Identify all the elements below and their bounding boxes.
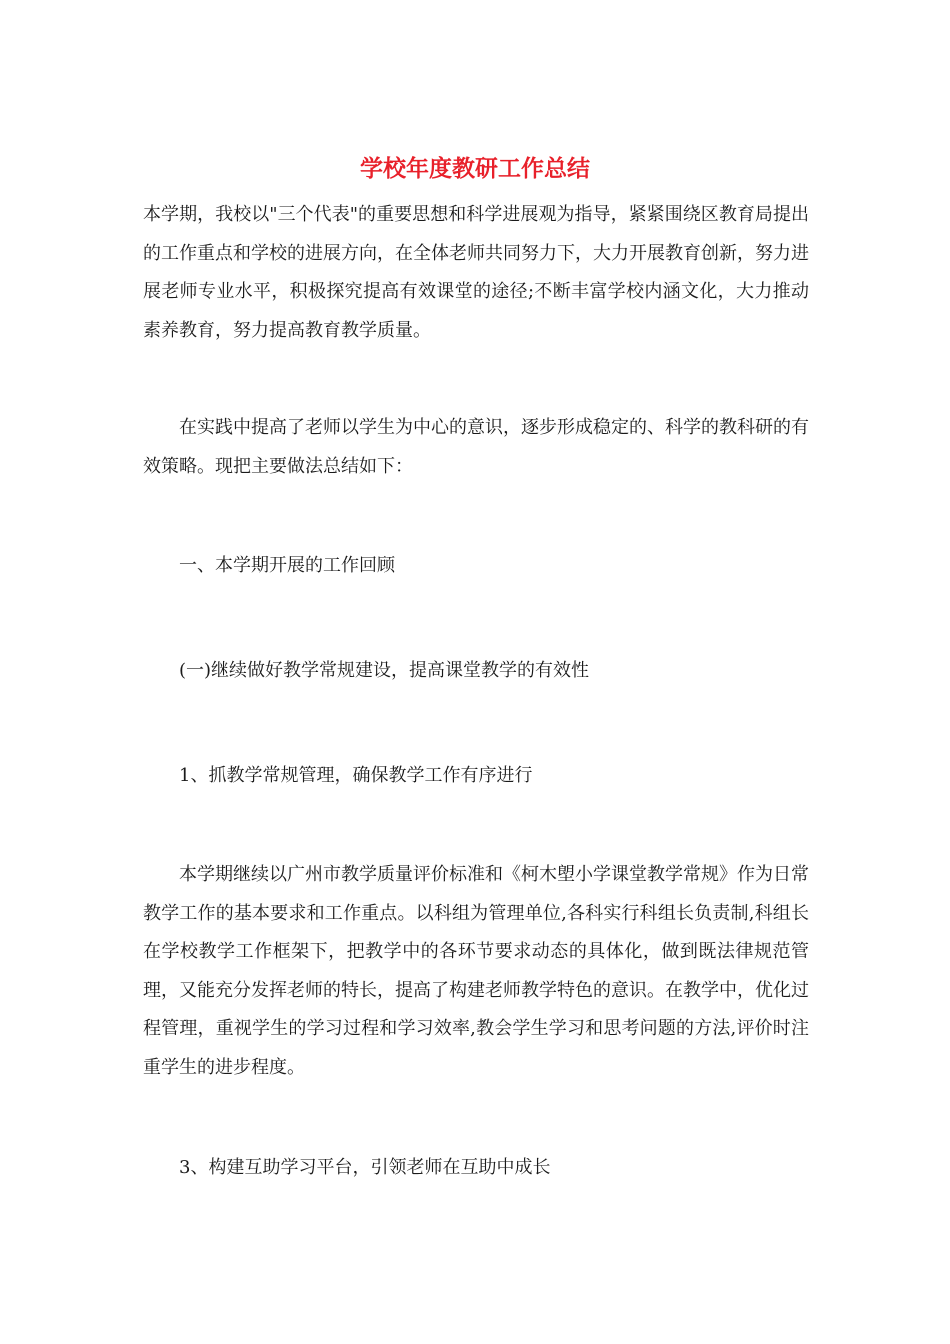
paragraph-routine-management: 本学期继续以广州市教学质量评价标准和《柯木塱小学课堂教学常规》作为日常教学工作的基本要求和工作重点。以科组为管理单位,各科实行科组长负责制,科组长在学校教学工作框架下，把教学中的各环节要求动态的具体化，做到既法律规范管理，又能充分发挥老师的特长，提高了构建老师教学特色的意识。在教学中，优化过程管理，重视学生的学习过程和学习效率,教会学生学习和思考问题的方法,评价时注重学生的进步程度。 (143, 864, 809, 1078)
item-heading-3: 3、构建互助学习平台，引领老师在互助中成长 (179, 1157, 551, 1178)
subsection-heading-routine: (一)继续做好教学常规建设，提高课堂教学的有效性 (179, 660, 590, 681)
section-heading-review: 一、本学期开展的工作回顾 (179, 555, 395, 576)
document-title: 学校年度教研工作总结 (360, 155, 590, 182)
item-heading-1: 1、抓教学常规管理，确保教学工作有序进行 (179, 765, 533, 786)
paragraph-practice: 在实践中提高了老师以学生为中心的意识，逐步形成稳定的、科学的教科研的有效策略。现把主要做法总结如下： (143, 417, 809, 477)
paragraph-intro: 本学期，我校以"三个代表"的重要思想和科学进展观为指导，紧紧围绕区教育局提出的工作重点和学校的进展方向，在全体老师共同努力下，大力开展教育创新，努力进展老师专业水平，积极探究提高有效课堂的途径;不断丰富学校内涵文化，大力推动素养教育，努力提高教育教学质量。 (143, 204, 809, 341)
